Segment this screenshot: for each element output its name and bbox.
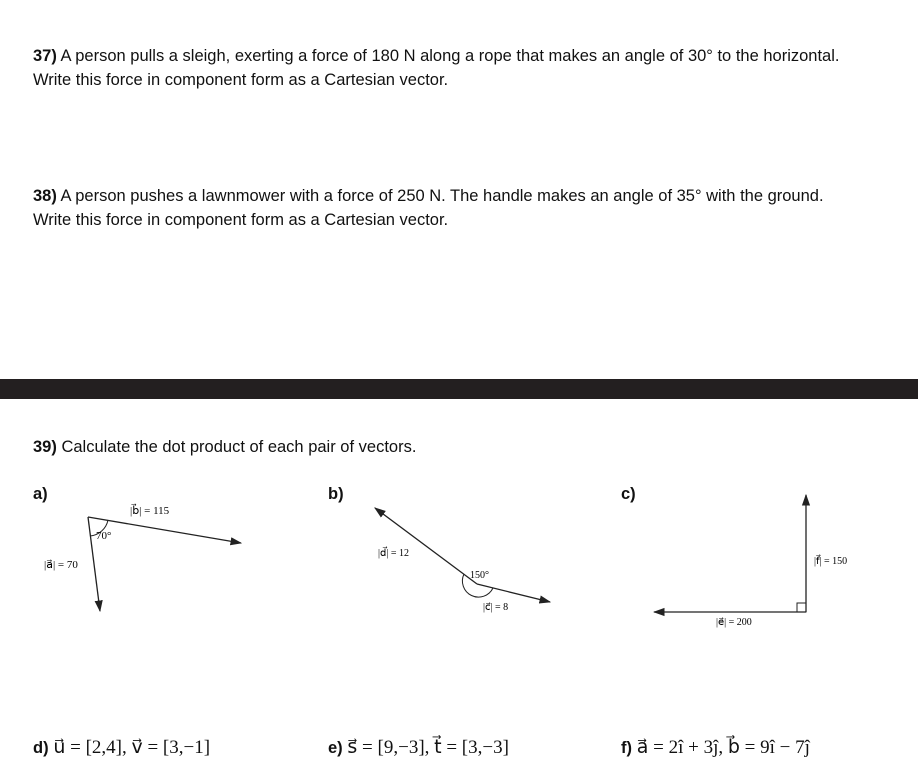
vector-f-label: |f⃗| = 150	[814, 556, 848, 567]
vector-c-label: |c⃗| = 8	[483, 602, 509, 613]
angle-label-a: 70°	[96, 530, 112, 542]
part-c-label: c)	[621, 485, 636, 503]
question-37-line1: A person pulls a sleigh, exerting a force of 180 N along a rope that makes an angle of 30° to the horizontal.	[60, 47, 840, 65]
diagram-a	[0, 470, 300, 630]
vector-d-label: |d⃗| = 12	[378, 548, 409, 559]
part-f	[621, 736, 810, 759]
question-37-line2: Write this force in component form as a Cartesian vector.	[33, 71, 449, 89]
part-e-expr: s⃗ = [9,−3], t⃗ = [3,−3]	[347, 737, 509, 758]
question-38-line2: Write this force in component form as a Cartesian vector.	[33, 211, 449, 229]
part-f-expr: a⃗ = 2î + 3ĵ, b⃗ = 9î − 7ĵ	[636, 737, 810, 758]
diagram-c	[640, 485, 880, 635]
question-38	[33, 184, 918, 232]
part-e	[328, 736, 509, 759]
question-39-number: 39)	[33, 438, 57, 456]
question-38-number: 38)	[33, 187, 57, 205]
right-angle-marker	[797, 603, 806, 612]
part-d-expr: u⃗ = [2,4], v⃗ = [3,−1]	[53, 737, 211, 758]
vector-d-line	[375, 508, 477, 584]
vector-b-label: |b⃗| = 115	[130, 505, 170, 517]
vector-a-label: |a⃗| = 70	[44, 559, 78, 571]
part-d-label: d)	[33, 739, 49, 757]
question-37	[33, 44, 918, 92]
part-d	[33, 736, 210, 759]
question-37-number: 37)	[33, 47, 57, 65]
part-e-label: e)	[328, 739, 343, 757]
part-b-label: b)	[328, 485, 344, 503]
angle-label-b: 150°	[470, 570, 489, 581]
diagram-b	[340, 490, 580, 630]
question-39-text: Calculate the dot product of each pair of vectors.	[61, 438, 417, 456]
vector-e-label: |e⃗| = 200	[716, 617, 752, 628]
vector-c-line	[477, 584, 550, 602]
question-38-line1: A person pushes a lawnmower with a force of 250 N. The handle makes an angle of 35° with the ground.	[60, 187, 824, 205]
section-divider	[0, 379, 918, 399]
part-f-label: f)	[621, 739, 632, 757]
part-a-label: a)	[33, 485, 48, 503]
question-39	[33, 435, 416, 459]
